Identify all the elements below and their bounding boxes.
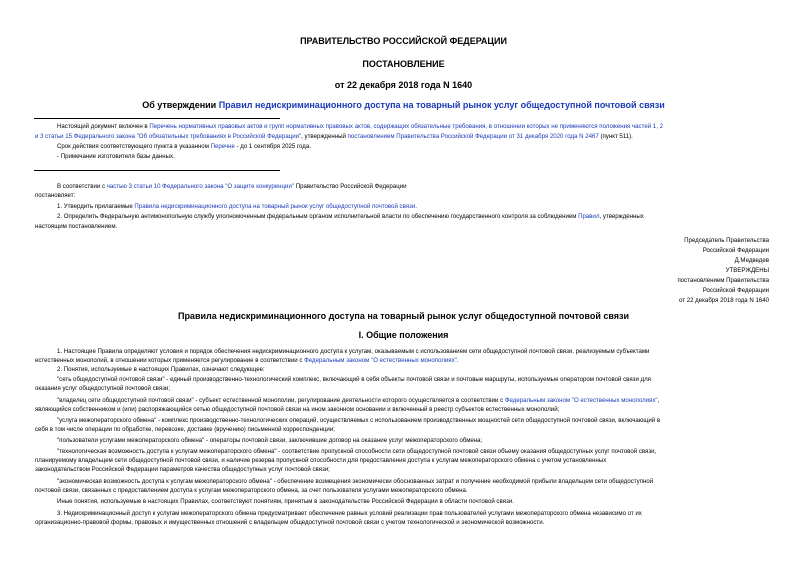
definition-1-line-1: "сеть общедоступной почтовой связи" - единый производственно-технологический комплекс, включающий в себя объекты почтовой связи и почтовые маршруты, используемые оператором почтовой связи для [57,376,651,383]
note-text: (пункт 511). [598,133,633,140]
rule-text: "владелец сети общедоступной почтовой связи" - субъект естественной монополии, регулирование деятельности которого осуществляется в соответствии с [57,397,505,404]
definition-7: Иные понятия, используемые в настоящих Правилах, соответствуют понятиям, принятым в законодательстве Российской Федерации в области почтовой связи. [57,498,514,505]
competition-law-link[interactable]: частью 3 статьи 10 Федерального закона "О защите конкуренции" [106,183,295,190]
definition-4: "пользователи услугами межоператорского обмена" - операторы почтовой связи, заключившие договор на оказание услуг межоператорского обмена; [57,437,483,444]
rule-3-line-2: организационно-правовой формы, правовых и имущественных отношений с владельцем общедоступной почтовой связи с учетом технологической и экономической возможности. [35,519,545,526]
rule-1-line-2 [35,357,459,366]
monopolies-law-link-2[interactable]: Федеральным законом "О естественных монополиях" [504,397,658,404]
note-text: Срок действия соответствующего пункта в указанном [57,143,211,150]
document-title [0,100,807,110]
resolution-link[interactable]: постановлением Правительства Российской Федерации от 31 декабря 2020 года N 2467 [347,133,599,140]
rules-link[interactable]: Правила недискриминационного доступа на товарный рынок услуг общедоступной почтовой связи [134,203,416,210]
note-text: - до 1 сентября 2025 года. [234,143,311,150]
preamble-line-2: постановляет: [35,192,76,199]
rule-2: 2. Понятия, используемые в настоящих Правилах, означают следующее: [57,366,265,373]
title-link[interactable]: Правил недискриминационного доступа на товарный рынок услуг общедоступной почтовой связи [218,100,665,110]
definition-1-line-2: оказания услуг общедоступной почтовой связи; [35,385,171,392]
clause-text: 2. Определить Федеральную антимонопольную службу уполномоченным федеральным органом исполнительной власти по обеспечению государственного контроля за соблюдением [57,213,579,220]
section-heading: I. Общие положения [358,330,449,340]
rule-text: естественных монополий, в отношении которых применяется регулирование в соответствии с [35,357,305,364]
law-link[interactable]: и 3 статьи 15 Федерального закона "Об обязательных требованиях в Российской Федерации" [35,133,302,140]
definition-5-line-3: законодательством Российской Федерации параметров качества общедоступных услуг почтовой связи; [35,466,330,473]
signature-country: Российской Федерации [702,247,769,254]
rules-title: Правила недискриминационного доступа на товарный рынок услуг общедоступной почтовой связи [177,311,630,321]
note-line-1 [57,123,663,132]
monopolies-law-link[interactable]: Федеральным законом "О естественных монополиях" [304,357,457,364]
definition-5-line-1: "технологическая возможность доступа к услугам межоператорского обмена" - соответствие пропускной способности сети общедоступной почтовой связи объему оказания общедоступных услуг почтовой связи, [57,448,657,455]
note-line-3 [57,143,311,152]
clause-text: 1. Утвердить прилагаемые [57,203,135,210]
signature-name: Д.Медведев [734,257,769,264]
definition-2-line-1 [57,397,659,406]
rule-text: , [657,397,660,404]
note-text: Настоящий документ включен в [57,123,150,130]
list-link[interactable]: Перечень нормативных правовых актов и групп нормативных правовых актов, содержащих обязательные требования, в отношении которых не применяются положения частей 1, 2 [149,123,663,130]
clause-text: . [415,203,417,210]
document-type: ПОСТАНОВЛЕНИЕ [362,59,445,69]
definition-3-line-2: себя в том числе операции по обработке, перевозке, доставке (вручению) письменной корреспонденции; [35,426,335,433]
note-line-2 [35,133,633,142]
definition-6-line-2: почтовой связи, связанных с предоставлением доступа к услугам межоператорского обмена, за счет пользователя услугами межоператорского обмена. [35,487,468,494]
definition-3-line-1: "услуга межоператорского обмена" - комплекс производственно-технологических операций, осуществляемых с использованием производственных мощностей сети общедоступной почтовой связи, включающий в [57,417,661,424]
approval-line-4: от 22 декабря 2018 года N 1640 [678,297,769,304]
note-divider-top [34,118,280,119]
rules-short-link[interactable]: Правил [578,213,600,220]
document-date: от 22 декабря 2018 года N 1640 [334,80,473,90]
rule-1-line-1: 1. Настоящие Правила определяют условия и порядок обеспечения недискриминационного доступа к услугам, оказываемым с использованием сети общедоступной почтовой связи, реализуемым субъектами [57,348,650,355]
preamble-text: Правительство Российской Федерации [294,183,407,190]
clause-text: , утвержденных [599,213,644,220]
rule-text: . [456,357,459,364]
title-prefix: Об утверждении [142,100,219,110]
definition-2-line-2: являющийся собственником и (или) распоряжающийся сетью общедоступной почтовой связи на ином законном основании и включенный в реестр субъектов естественных монополий; [35,406,560,413]
preamble-text: В соответствии с [57,183,107,190]
preamble-line-1 [57,183,407,192]
definition-6-line-1: "экономическая возможность доступа к услугам межоператорского обмена" - обеспечение возмещения экономически обоснованных затрат и получение необходимой прибыли владельцем сети общедоступной [57,478,654,485]
note-divider-bottom [34,170,280,171]
approval-line-3: Российской Федерации [702,287,769,294]
rule-3-line-1: 3. Недискриминационный доступ к услугам межоператорского обмена предусматривает обеспечение равных условий реализации прав пользователей услугами межоператорского обмена независимо от их [57,510,642,517]
list-short-link[interactable]: Перечне [210,143,235,150]
note-line-4: - Примечание изготовителя базы данных. [57,153,175,160]
clause-1 [57,203,417,212]
definition-5-line-2: планируемому владельцем сети общедоступной почтовой связи, и наличие резерва пропускной способности для предоставления доступа к услугам межоператорского обмена с учетом установленных [35,457,607,464]
note-text: , утвержденный [301,133,348,140]
approval-heading: УТВЕРЖДЕНЫ [725,267,769,274]
clause-2 [35,213,772,222]
clause-2-line-2: настоящим постановлением. [35,223,118,230]
government-heading: ПРАВИТЕЛЬСТВО РОССИЙСКОЙ ФЕДЕРАЦИИ [300,36,507,46]
approval-line-2: постановлением Правительства [677,277,769,284]
signature-position: Председатель Правительства [684,237,769,244]
